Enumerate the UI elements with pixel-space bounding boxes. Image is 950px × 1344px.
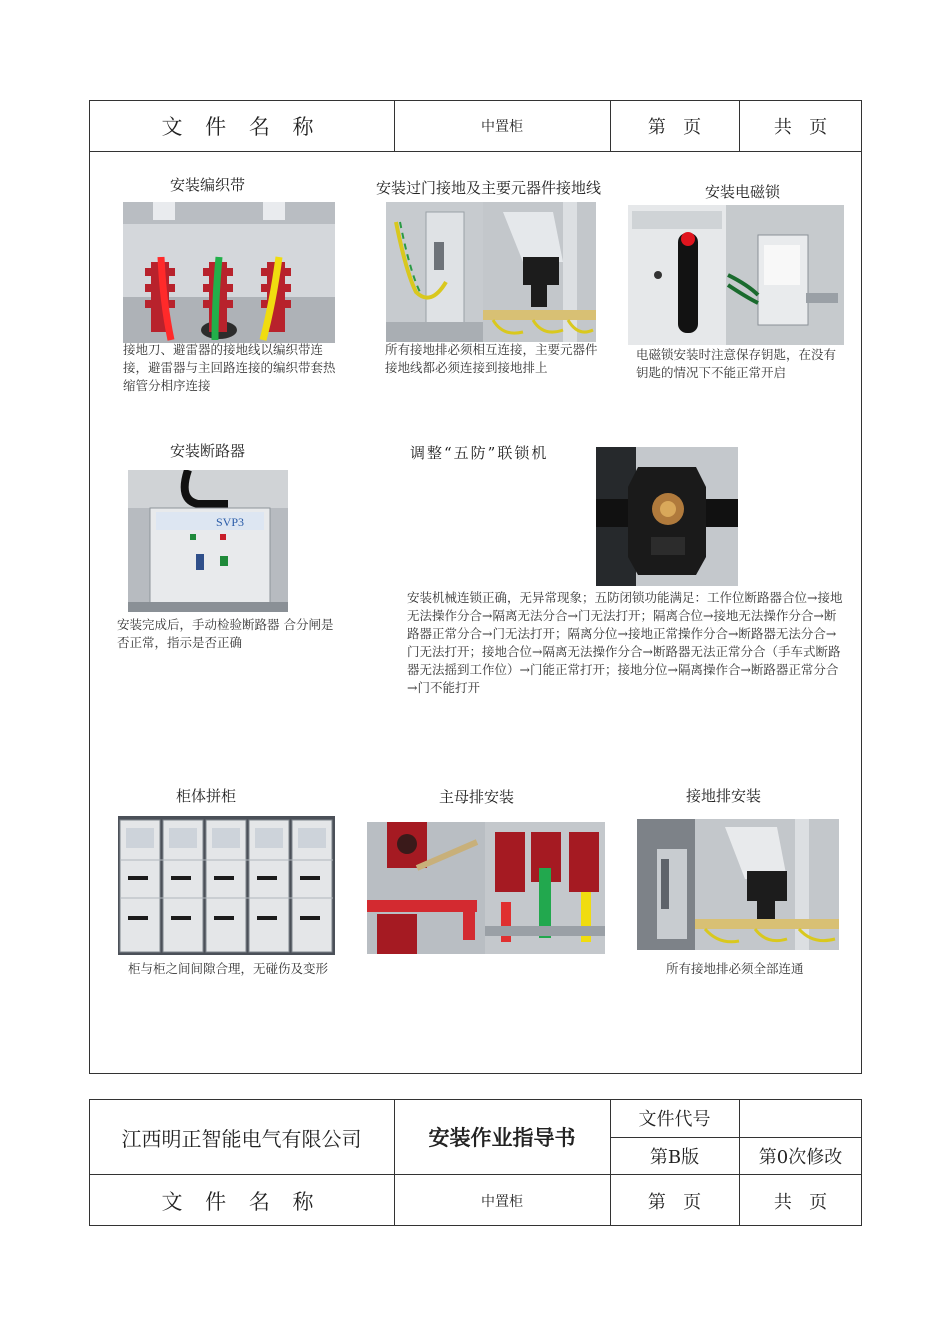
footer-total-pages-label: 共 页: [773, 1191, 828, 1213]
company-name: 江西明正智能电气有限公司: [121, 1126, 362, 1151]
footer-doc-name-value: 中置柜: [481, 1193, 523, 1210]
ground-bar-note: 所有接地排必须全部连通: [666, 961, 804, 976]
braided-strap-note: 接地刀、避雷器的接地线以编织带连接，避雷器与主回路连接的编织带套热缩管分相序连接: [123, 342, 336, 393]
ground-wire-photo-right: [483, 202, 596, 342]
busbar-photo-left: [367, 822, 485, 954]
version: 第B版: [649, 1147, 700, 1168]
ground-wire-title: 安装过门接地及主要元器件接地线: [376, 179, 602, 197]
doc-name-label: 文 件 名 称: [161, 115, 322, 139]
interlock-note: 安装机械连锁正确，无异常现象；五防闭锁功能满足：工作位断路器合位→接地无法操作分合→隔离无法分合→门无法打开；隔离合位→接地无法操作分合→断路器正常分合→门无法打开；隔离分位→接地正常操作分合→断路器无法分合→门无法打开；接地合位→隔离无法操作分合→断路器无法正常分合（手车式断路器无法摇到工作位）→门能正常打开；接地分位→隔离操作合→断路器正常分合→门不能打开: [407, 590, 843, 695]
braided-strap-photo: [123, 202, 335, 343]
breaker-panel-label: SVP3: [216, 515, 245, 529]
cabinet-join-note: 柜与柜之间间隙合理，无碰伤及变形: [128, 961, 329, 976]
braided-strap-title: 安装编织带: [170, 176, 246, 194]
revision: 第0次修改: [758, 1147, 843, 1168]
interlock-photo: [596, 447, 738, 586]
page-label: 第 页: [647, 117, 702, 138]
magnetic-lock-photo: [628, 205, 844, 345]
breaker-title: 安装断路器: [170, 442, 246, 460]
breaker-note: 安装完成后，手动检验断路器 合分闸是否正常，指示是否正确: [117, 617, 334, 650]
ground-wire-photo-left: [386, 202, 483, 342]
cabinet-join-title: 柜体拼柜: [176, 787, 237, 805]
cabinet-join-photo: [118, 816, 335, 955]
doc-name-value: 中置柜: [481, 119, 523, 135]
busbar-title: 主母排安装: [439, 788, 515, 806]
busbar-photo-right: [485, 822, 605, 954]
interlock-title: 调整“五防”联锁机: [410, 444, 549, 462]
doc-code-label: 文件代号: [638, 1109, 711, 1130]
ground-bar-title: 接地排安装: [686, 787, 762, 805]
footer-doc-name-label: 文 件 名 称: [161, 1189, 322, 1214]
ground-bar-photo-right: [695, 819, 839, 950]
total-pages-label: 共 页: [773, 117, 828, 138]
breaker-photo: [128, 470, 288, 612]
ground-bar-photo-left: [637, 819, 695, 950]
magnetic-lock-title: 安装电磁锁: [705, 183, 781, 201]
footer-page-label: 第 页: [647, 1191, 702, 1213]
magnetic-lock-note: 电磁锁安装时注意保存钥匙，在没有钥匙的情况下不能正常开启: [636, 347, 837, 380]
doc-code-value: [739, 1099, 862, 1137]
ground-wire-note: 所有接地排必须相互连接，主要元器件接地线都必须连接到接地排上: [385, 342, 598, 375]
doc-type: 安装作业指导书: [428, 1126, 576, 1150]
